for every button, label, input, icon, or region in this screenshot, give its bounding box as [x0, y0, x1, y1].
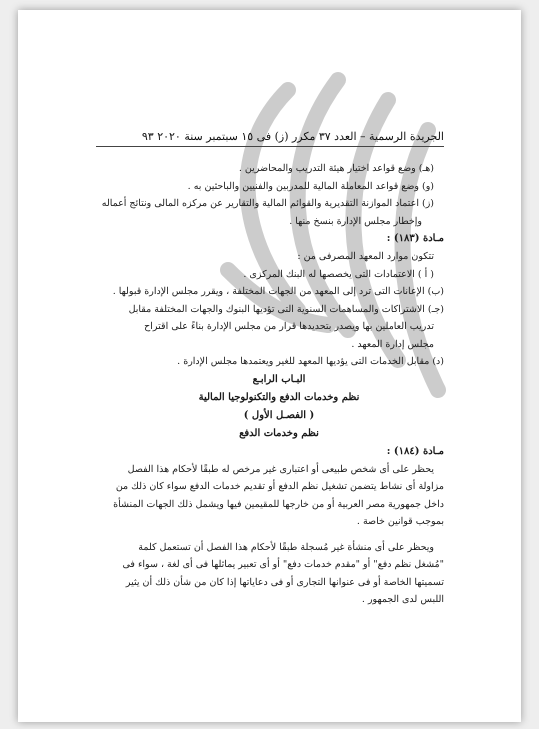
text-line: يحظر على أى شخص طبيعى أو اعتبارى غير مرخص له طبقًا لأحكام هذا الفصل	[127, 463, 434, 475]
text-line: ( أ ) الاعتمادات التى يخصصها له البنك المركزى .	[243, 268, 434, 280]
text-line: (و) وضع قواعد المعاملة المالية للمدربين والفنيين والباحثين به .	[187, 180, 434, 192]
article-183-heading: مـادة (١٨٣) :	[386, 233, 444, 244]
chapter-title: نظم وخدمات الدفع والتكنولوجيا المالية	[198, 391, 360, 403]
text-line: مجلس إدارة المعهد .	[351, 338, 434, 350]
text-line: "مُشغل نظم دفع" أو "مقدم خدمات دفع" أو أى تعبير يماثلها فى أى لغة ، سواء فى	[122, 559, 444, 570]
text-line: داخل جمهورية مصر العربية أو من خارجها للمقيمين فيها ويشمل ذلك الجهات المنشأة	[113, 498, 444, 510]
text-line: (جـ) الاشتراكات والمساهمات السنوية التى تؤديها البنوك والجهات المختلفة مقابل	[128, 303, 444, 315]
article-184-heading: مـادة (١٨٤) :	[386, 445, 444, 457]
text-line: تتكون موارد المعهد المصرفى من :	[297, 251, 434, 262]
text-line: (ز) اعتماد الموازنة التقديرية والقوائم المالية والتقارير عن مركزه المالى ونتائج أعماله	[101, 198, 434, 209]
text-line: مزاولة أى نشاط يتضمن تشغيل نظم الدفع أو تقديم خدمات الدفع سواء كان ذلك من	[115, 481, 444, 492]
document-body	[101, 160, 444, 609]
section-heading: ( الفصـل الأول )	[243, 409, 315, 421]
chapter-heading: البـاب الرابـع	[252, 373, 306, 385]
text-line: وإخطار مجلس الإدارة بنسخ منها .	[289, 215, 422, 227]
text-line: (ب) الإعانات التى ترد إلى المعهد من الجهات المختلفة ، ويقرر مجلس الإدارة قبولها .	[112, 286, 444, 297]
text-line: (د) مقابل الخدمات التى يؤديها المعهد للغير ويعتمدها مجلس الإدارة .	[177, 356, 444, 367]
document-page	[18, 10, 521, 722]
text-line: بموجب قوانين خاصة .	[356, 516, 444, 527]
page-header: الجريدة الرسمية – العدد ٣٧ مكرر (ز) فى ١٥ سبتمبر سنة ٢٠٢٠ ٩٣	[96, 130, 444, 147]
text-line: ويحظر على أى منشأة غير مُسجلة طبقًا لأحكام هذا الفصل أن تستعمل كلمة	[138, 541, 434, 553]
section-title: نظم وخدمات الدفع	[239, 427, 319, 439]
text-line: اللبس لدى الجمهور .	[361, 594, 444, 605]
text-line: تدريب العاملين بها ويصدر بتحديدها قرار من مجلس الإدارة بناءً على اقتراح	[144, 321, 434, 332]
text-line: (هـ) وضع قواعد اختيار هيئة التدريب والمحاضرين .	[238, 163, 434, 174]
text-line: تسميتها الخاصة أو فى عنوانها التجارى أو فى دعاياتها إذا كان من شأن ذلك أن يثير	[125, 576, 444, 588]
